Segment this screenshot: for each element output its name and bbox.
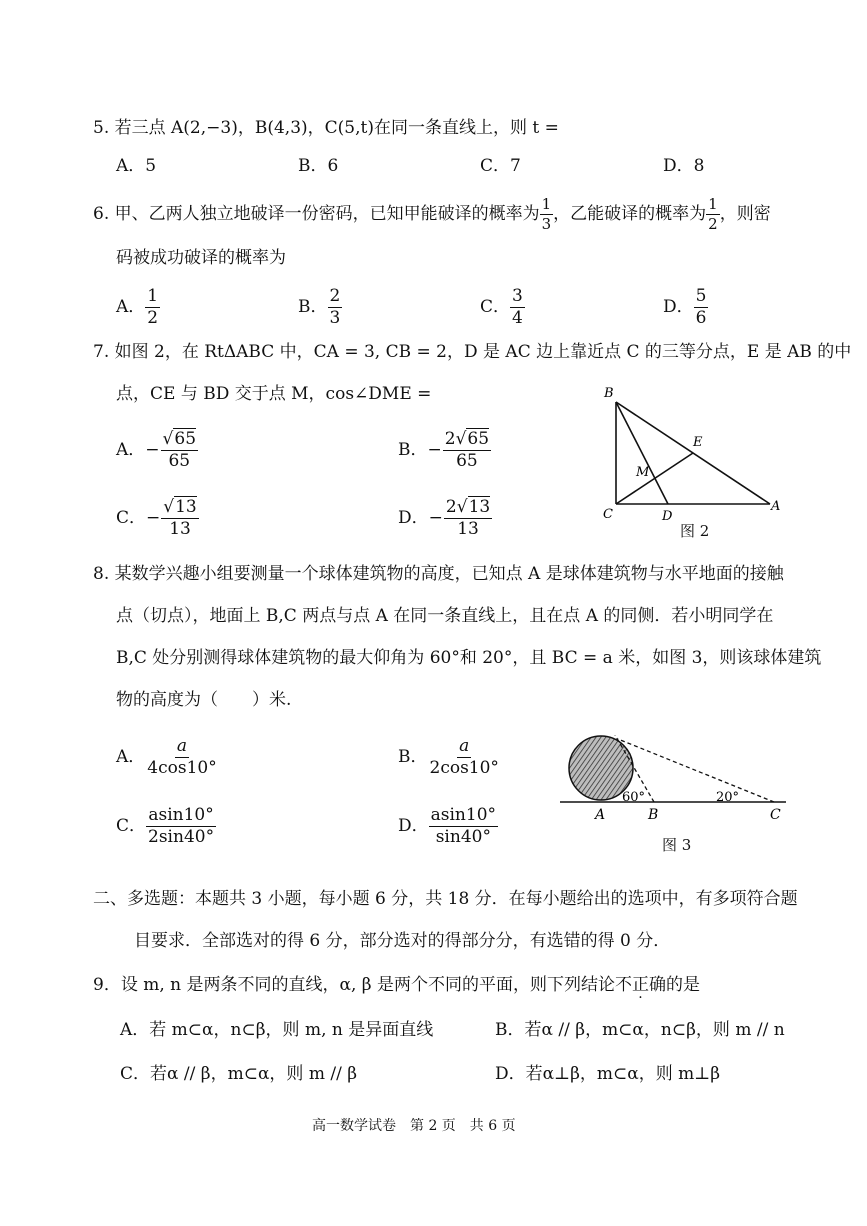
q5-stem: 5. 若三点 A(2,−3)，B(4,3)，C(5,t)在同一条直线上，则 t =	[93, 118, 559, 138]
q8-stem-line4: 物的高度为（ ）米.	[116, 690, 292, 710]
label-d: D	[662, 509, 673, 524]
q7-option-a: A． − $\frac{√65}{65}$	[116, 429, 197, 471]
label-b: B	[604, 386, 614, 401]
label-a: A	[771, 499, 781, 514]
q6-option-c: C． 3 4	[480, 286, 523, 328]
figure-3-sphere	[558, 735, 790, 830]
q9-option-c: C．若α // β，m⊂α，则 m // β	[120, 1064, 358, 1084]
q6-stem-a: 6. 甲、乙两人独立地破译一份密码，已知甲能破译的概率为	[93, 203, 540, 224]
label-e: E	[693, 435, 703, 450]
q6-option-d: D． 5 6	[663, 286, 707, 328]
label-m: M	[636, 465, 650, 480]
angle-60: 60°	[622, 790, 646, 805]
page-footer: 高一数学试卷 第 2 页 共 6 页	[312, 1118, 516, 1134]
q5-option-c: C．7	[480, 156, 521, 176]
q9-option-b: B．若α // β，m⊂α，n⊂β，则 m // n	[495, 1020, 785, 1040]
segment-ce	[616, 453, 693, 504]
q6-stem-c: ，则密	[719, 203, 771, 224]
q7-stem-line2: 点，CE 与 BD 交于点 M，cos∠DME =	[116, 384, 432, 404]
q6-stem-line1	[93, 196, 771, 232]
q9-option-a: A．若 m⊂α，n⊂β，则 m, n 是异面直线	[120, 1020, 434, 1040]
q7-stem-line1: 7. 如图 2，在 RtΔABC 中，CA = 3, CB = 2，D 是 AC 边上靠近点 C 的三等分点，E 是 AB 的中	[93, 342, 852, 362]
q8-option-c: C． asin10° 2sin40°	[116, 805, 215, 847]
q7-option-d: D． − $\frac{2√13}{13}$	[398, 497, 491, 539]
section-2-instructions: 目要求．全部选对的得 6 分，部分选对的得部分分，有选错的得 0 分．	[134, 931, 671, 951]
label-c: C	[770, 807, 781, 823]
q6-option-a: A． 1 2	[116, 286, 159, 328]
q9-option-d: D．若α⊥β，m⊂α，则 m⊥β	[495, 1064, 721, 1084]
q5-option-d: D．8	[663, 156, 705, 176]
q5-option-a: A．5	[116, 156, 157, 176]
label-b: B	[648, 807, 659, 823]
q6-option-b: B． 2 3	[298, 286, 341, 328]
figure-2-triangle	[598, 380, 798, 530]
q8-option-a: A． a 4cos10°	[116, 736, 217, 778]
q8-option-b: B． a 2cos10°	[398, 736, 499, 778]
segment-bd	[616, 402, 668, 504]
q6-stem-line2: 码被成功破译的概率为	[116, 248, 286, 268]
q7-option-c: C． − $\frac{√13}{13}$	[116, 497, 197, 539]
q6-stem-b: ，乙能破译的概率为	[553, 203, 707, 224]
q8-stem-line3: B,C 处分别测得球体建筑物的最大仰角为 60°和 20°，且 BC = a 米，如图 3，则该球体建筑	[116, 648, 822, 668]
angle-20: 20°	[716, 790, 740, 805]
q7-option-b: B． − $\frac{2√65}{65}$	[398, 429, 490, 471]
figure-3-caption: 图 3	[662, 836, 692, 854]
q5-option-b: B．6	[298, 156, 339, 176]
figure-2-caption: 图 2	[680, 522, 710, 540]
section-2-heading: 二、多选题：本题共 3 小题，每小题 6 分，共 18 分．在每小题给出的选项中，有多项符合题	[93, 889, 798, 909]
q8-stem-line1: 8. 某数学兴趣小组要测量一个球体建筑物的高度，已知点 A 是球体建筑物与水平地面的接触	[93, 564, 784, 584]
label-c: C	[603, 507, 613, 522]
label-a: A	[595, 807, 606, 823]
q8-stem-line2: 点（切点），地面上 B,C 两点与点 A 在同一条直线上，且在点 A 的同侧．若小明同学在	[116, 606, 774, 626]
q6-prob-jia: 1 3	[541, 195, 552, 233]
q6-prob-yi: 1 2	[708, 195, 718, 233]
q8-option-d: D． asin10° sin40°	[398, 805, 497, 847]
q9-stem: 9．设 m, n 是两条不同的直线，α, β 是两个不同的平面，则下列结论不正确的是	[93, 975, 701, 995]
q9-emphasis: 不正确	[615, 975, 667, 995]
